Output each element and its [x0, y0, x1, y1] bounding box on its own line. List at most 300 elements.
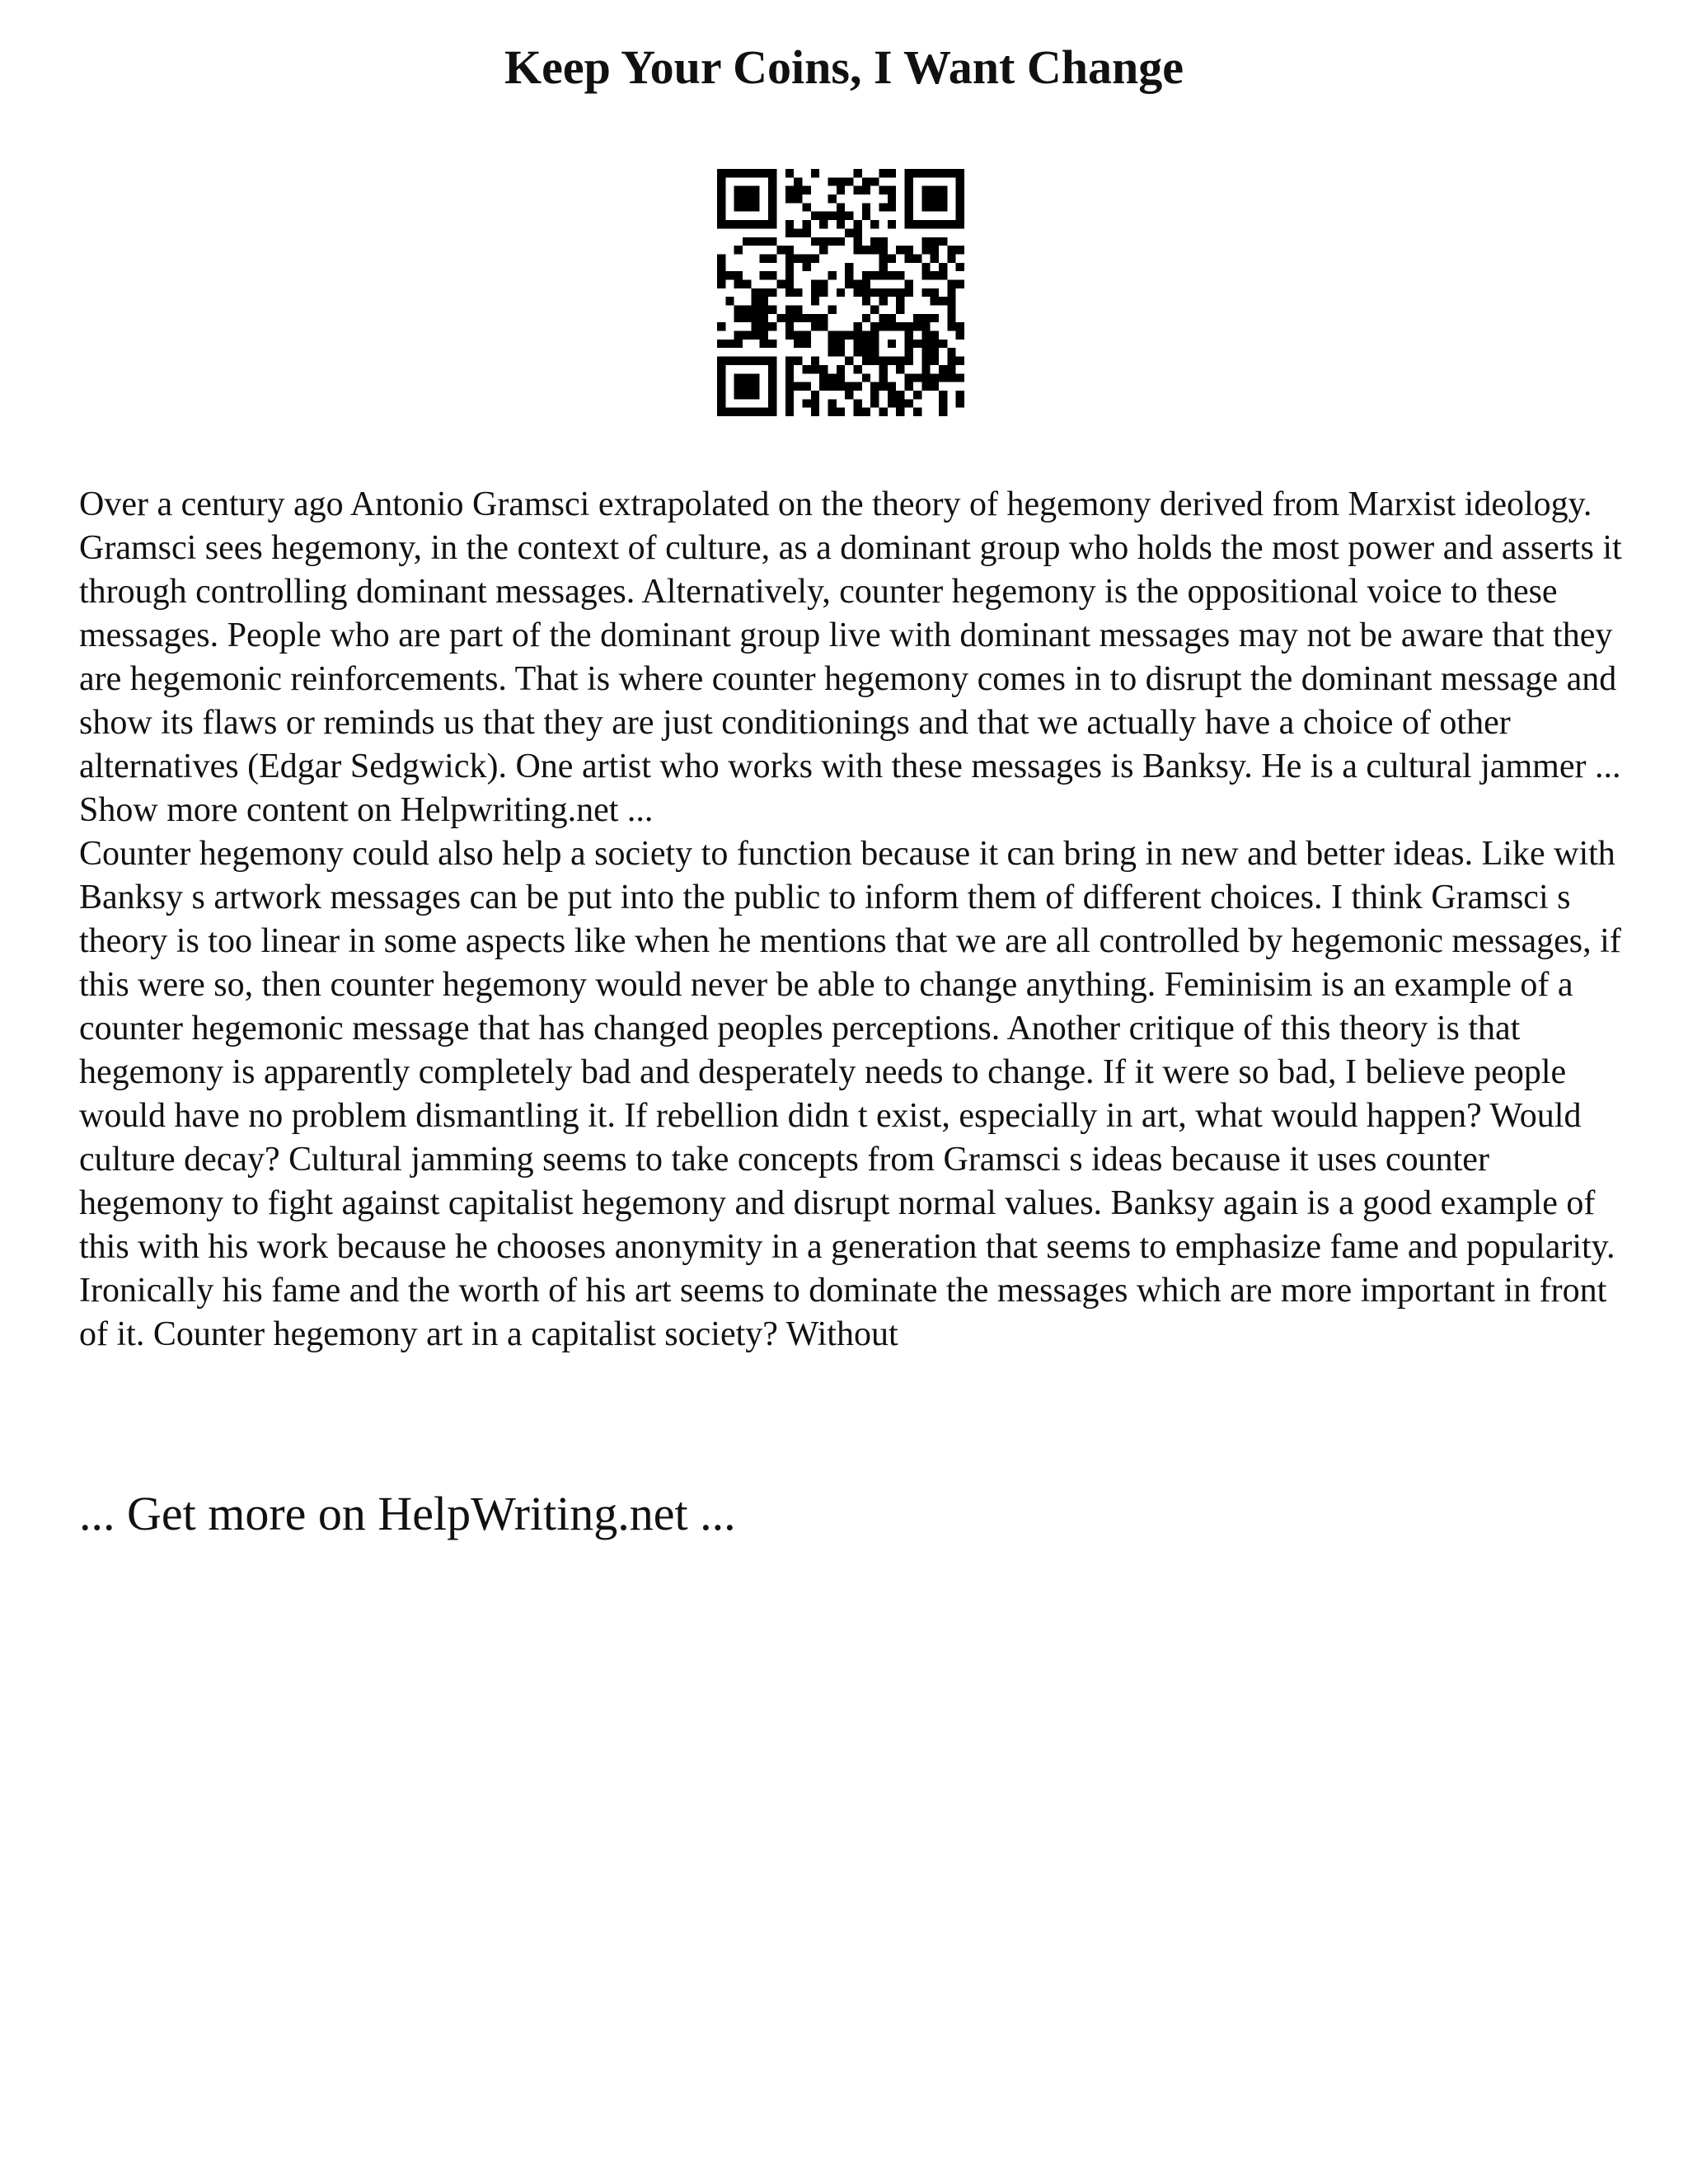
qr-module: [811, 237, 819, 246]
qr-module: [854, 228, 862, 237]
qr-module: [896, 399, 904, 407]
qr-module: [785, 194, 794, 203]
qr-module: [921, 203, 930, 211]
qr-module: [956, 212, 964, 220]
qr-module: [854, 348, 862, 356]
qr-module: [854, 288, 862, 297]
qr-module: [828, 373, 836, 382]
qr-module: [845, 331, 853, 340]
qr-module: [921, 322, 930, 330]
qr-module: [921, 220, 930, 228]
qr-module: [879, 357, 888, 365]
qr-module: [768, 288, 776, 297]
qr-module: [905, 177, 913, 185]
qr-module: [794, 254, 802, 262]
qr-module: [931, 340, 939, 348]
qr-module: [905, 340, 913, 348]
qr-module: [896, 357, 904, 365]
qr-module: [905, 212, 913, 220]
qr-module: [913, 408, 921, 416]
qr-module: [862, 297, 870, 305]
qr-module: [879, 297, 888, 305]
qr-module: [725, 340, 734, 348]
qr-module: [717, 194, 725, 203]
qr-module: [837, 288, 845, 297]
qr-module: [768, 237, 776, 246]
qr-module: [819, 288, 828, 297]
qr-module: [734, 203, 743, 211]
qr-module: [854, 220, 862, 228]
qr-module: [956, 279, 964, 288]
qr-module: [870, 391, 879, 399]
qr-module: [888, 194, 896, 203]
qr-module: [717, 271, 725, 279]
qr-module: [717, 408, 725, 416]
qr-module: [956, 399, 964, 407]
qr-module: [837, 340, 845, 348]
qr-module: [888, 399, 896, 407]
qr-module: [819, 279, 828, 288]
qr-module: [811, 399, 819, 407]
qr-module: [896, 408, 904, 416]
qr-module: [921, 357, 930, 365]
qr-module: [939, 373, 947, 382]
qr-module: [785, 322, 794, 330]
qr-module: [888, 254, 896, 262]
qr-module: [956, 263, 964, 271]
qr-module: [845, 279, 853, 288]
qr-module: [802, 331, 810, 340]
qr-module: [921, 331, 930, 340]
qr-module: [896, 246, 904, 254]
qr-module: [743, 373, 751, 382]
qr-module: [956, 391, 964, 399]
qr-module: [794, 288, 802, 297]
qr-module: [725, 169, 734, 177]
qr-module: [802, 186, 810, 194]
qr-module: [905, 169, 913, 177]
qr-module: [734, 306, 743, 314]
qr-module: [785, 220, 794, 228]
qr-module: [888, 382, 896, 391]
qr-module: [913, 340, 921, 348]
qr-module: [921, 314, 930, 322]
qr-module: [905, 194, 913, 203]
qr-module: [879, 254, 888, 262]
qr-module: [879, 373, 888, 382]
qr-module: [811, 391, 819, 399]
qr-module: [845, 391, 853, 399]
qr-module: [931, 194, 939, 203]
qr-module: [931, 348, 939, 356]
qr-code-graphic: [717, 169, 964, 416]
qr-module: [888, 220, 896, 228]
qr-module: [879, 271, 888, 279]
qr-module: [854, 186, 862, 194]
qr-module: [956, 322, 964, 330]
qr-module: [888, 203, 896, 211]
qr-module: [947, 314, 955, 322]
qr-module: [862, 186, 870, 194]
qr-module: [931, 271, 939, 279]
get-more-link[interactable]: ... Get more on HelpWriting.net ...: [79, 1487, 736, 1540]
qr-module: [725, 408, 734, 416]
qr-module: [879, 203, 888, 211]
qr-module: [921, 340, 930, 348]
qr-module: [862, 348, 870, 356]
qr-module: [845, 212, 853, 220]
qr-module: [862, 203, 870, 211]
qr-module: [870, 399, 879, 407]
qr-module: [760, 331, 768, 340]
qr-module: [931, 237, 939, 246]
qr-module: [879, 408, 888, 416]
qr-module: [751, 237, 759, 246]
qr-module: [725, 357, 734, 365]
qr-module: [760, 237, 768, 246]
qr-module: [862, 279, 870, 288]
qr-module: [862, 314, 870, 322]
qr-module: [931, 357, 939, 365]
qr-module: [837, 408, 845, 416]
qr-module: [743, 357, 751, 365]
qr-module: [854, 246, 862, 254]
qr-module: [743, 194, 751, 203]
qr-module: [802, 399, 810, 407]
qr-module: [921, 382, 930, 391]
qr-module: [828, 212, 836, 220]
qr-module: [802, 314, 810, 322]
qr-module: [905, 357, 913, 365]
qr-module: [931, 288, 939, 297]
qr-module: [913, 169, 921, 177]
qr-module: [760, 254, 768, 262]
qr-module: [785, 365, 794, 373]
qr-module: [717, 203, 725, 211]
qr-module: [913, 391, 921, 399]
qr-module: [717, 279, 725, 288]
qr-module: [819, 246, 828, 254]
qr-module: [879, 237, 888, 246]
qr-module: [828, 382, 836, 391]
qr-module: [760, 408, 768, 416]
qr-module: [785, 391, 794, 399]
qr-module: [905, 203, 913, 211]
qr-module: [785, 279, 794, 288]
qr-module: [947, 246, 955, 254]
qr-module: [905, 331, 913, 340]
qr-module: [717, 382, 725, 391]
qr-module: [837, 373, 845, 382]
qr-module: [734, 186, 743, 194]
qr-module: [913, 373, 921, 382]
qr-module: [785, 399, 794, 407]
paragraph-1: Over a century ago Antonio Gramsci extrapolated on the theory of hegemony derived from Marxist ideology. Gramsci sees hegemony, in the context of culture, as a dominant group who holds the most power and asserts it through controlling dominant messages. Alternatively, counter hegemony is the oppositional voice to these messages. People who are part of the dominant group live with dominant messages may not be aware that they are hegemonic reinforcements. That is where counter hegemony comes in to disrupt the dominant message and show its flaws or reminds us that they are just conditionings and that we actually have a choice of other alternatives (Edgar Sedgwick). One artist who works with these messages is Banksy. He is a cultural jammer ... Show more content on Helpwriting.net ...: [79, 485, 1622, 829]
qr-module: [734, 340, 743, 348]
qr-module: [743, 314, 751, 322]
qr-module: [947, 306, 955, 314]
qr-module: [905, 246, 913, 254]
qr-module: [888, 314, 896, 322]
qr-module: [870, 271, 879, 279]
qr-module: [734, 271, 743, 279]
qr-module: [905, 288, 913, 297]
qr-module: [854, 382, 862, 391]
qr-module: [717, 169, 725, 177]
qr-module: [947, 322, 955, 330]
qr-module: [768, 169, 776, 177]
qr-module: [734, 391, 743, 399]
qr-module: [888, 340, 896, 348]
qr-module: [743, 203, 751, 211]
qr-module: [921, 373, 930, 382]
qr-module: [870, 220, 879, 228]
qr-module: [931, 331, 939, 340]
qr-module: [717, 254, 725, 262]
qr-module: [768, 186, 776, 194]
qr-module: [768, 203, 776, 211]
qr-module: [879, 263, 888, 271]
qr-module: [743, 306, 751, 314]
qr-module: [939, 399, 947, 407]
qr-module: [947, 357, 955, 365]
qr-module: [956, 177, 964, 185]
qr-module: [947, 373, 955, 382]
qr-module: [785, 288, 794, 297]
qr-module: [794, 357, 802, 365]
qr-module: [768, 271, 776, 279]
qr-module: [888, 357, 896, 365]
qr-module: [854, 279, 862, 288]
qr-module: [837, 382, 845, 391]
qr-module: [785, 331, 794, 340]
qr-module: [828, 271, 836, 279]
qr-module: [837, 348, 845, 356]
qr-module: [956, 194, 964, 203]
qr-module: [896, 391, 904, 399]
qr-module: [879, 169, 888, 177]
qr-module: [717, 322, 725, 330]
qr-module: [837, 331, 845, 340]
qr-module: [837, 212, 845, 220]
qr-module: [768, 254, 776, 262]
qr-module: [743, 331, 751, 340]
qr-module: [794, 382, 802, 391]
qr-module: [819, 314, 828, 322]
qr-module: [794, 331, 802, 340]
qr-module: [717, 357, 725, 365]
qr-module: [879, 365, 888, 373]
qr-module: [879, 246, 888, 254]
qr-module: [956, 331, 964, 340]
qr-module: [956, 357, 964, 365]
qr-module: [768, 373, 776, 382]
qr-module: [802, 203, 810, 211]
qr-module: [743, 279, 751, 288]
qr-module: [734, 314, 743, 322]
article-body: [79, 483, 1629, 1357]
qr-module: [751, 169, 759, 177]
qr-module: [905, 348, 913, 356]
qr-module: [896, 288, 904, 297]
qr-module: [939, 297, 947, 305]
qr-module: [854, 340, 862, 348]
qr-module: [870, 306, 879, 314]
qr-module: [785, 246, 794, 254]
qr-module: [905, 254, 913, 262]
qr-module: [785, 186, 794, 194]
qr-module: [896, 271, 904, 279]
qr-module: [870, 322, 879, 330]
qr-module: [828, 237, 836, 246]
qr-module: [802, 220, 810, 228]
qr-module: [717, 365, 725, 373]
qr-module: [760, 357, 768, 365]
qr-module: [939, 237, 947, 246]
qr-module: [717, 391, 725, 399]
qr-module: [785, 254, 794, 262]
qr-module: [768, 391, 776, 399]
qr-module: [931, 297, 939, 305]
qr-module: [939, 203, 947, 211]
qr-module: [854, 237, 862, 246]
qr-module: [879, 314, 888, 322]
qr-module: [751, 322, 759, 330]
qr-module: [802, 365, 810, 373]
qr-module: [811, 408, 819, 416]
qr-module: [751, 314, 759, 322]
qr-module: [939, 391, 947, 399]
qr-module: [921, 194, 930, 203]
qr-module: [743, 391, 751, 399]
qr-module: [888, 186, 896, 194]
qr-module: [785, 314, 794, 322]
qr-module: [811, 279, 819, 288]
qr-module: [947, 254, 955, 262]
qr-module: [854, 399, 862, 407]
qr-module: [819, 365, 828, 373]
page-title: Keep Your Coins, I Want Change: [504, 40, 1184, 94]
qr-module: [760, 340, 768, 348]
qr-module: [870, 348, 879, 356]
qr-module: [785, 271, 794, 279]
qr-module: [794, 340, 802, 348]
qr-module: [734, 246, 743, 254]
qr-module: [734, 331, 743, 340]
qr-module: [768, 194, 776, 203]
qr-module: [828, 306, 836, 314]
qr-module: [854, 331, 862, 340]
qr-module: [921, 169, 930, 177]
qr-module: [947, 348, 955, 356]
qr-module: [734, 408, 743, 416]
qr-module: [896, 306, 904, 314]
qr-module: [888, 271, 896, 279]
qr-module: [905, 220, 913, 228]
qr-module: [785, 382, 794, 391]
qr-module: [811, 365, 819, 373]
qr-module: [768, 408, 776, 416]
qr-module: [870, 177, 879, 185]
qr-module: [888, 169, 896, 177]
qr-module: [794, 228, 802, 237]
qr-module: [837, 186, 845, 194]
qr-module: [785, 169, 794, 177]
qr-module: [725, 220, 734, 228]
qr-code-icon[interactable]: [717, 169, 964, 416]
qr-module: [862, 246, 870, 254]
qr-module: [845, 228, 853, 237]
qr-module: [794, 306, 802, 314]
qr-module: [879, 382, 888, 391]
qr-module: [725, 297, 734, 305]
qr-module: [931, 373, 939, 382]
qr-module: [939, 169, 947, 177]
qr-module: [751, 373, 759, 382]
qr-module: [734, 279, 743, 288]
qr-module: [785, 263, 794, 271]
qr-module: [896, 322, 904, 330]
qr-module: [913, 314, 921, 322]
qr-module: [931, 246, 939, 254]
qr-module: [888, 322, 896, 330]
qr-module: [845, 382, 853, 391]
qr-module: [751, 357, 759, 365]
qr-module: [862, 288, 870, 297]
qr-module: [743, 237, 751, 246]
qr-module: [905, 186, 913, 194]
qr-module: [845, 271, 853, 279]
qr-module: [862, 177, 870, 185]
qr-module: [734, 169, 743, 177]
qr-module: [879, 322, 888, 330]
qr-module: [819, 322, 828, 330]
qr-module: [845, 177, 853, 185]
paragraph-2: Counter hegemony could also help a society to function because it can bring in new and better ideas. Like with Banksy s artwork messages can be put into the public to inform them of different choices. I think Gramsci s theory is too linear in some aspects like when he mentions that we are all controlled by hegemonic messages, if this were so, then counter hegemony would never be able to change anything. Feminisim is an example of a counter hegemonic message that has changed peoples perceptions. Another critique of this theory is that hegemony is apparently completely bad and desperately needs to change. If it were so bad, I believe people would have no problem dismantling it. If rebellion didn t exist, especially in art, what would happen? Would culture decay? Cultural jamming seems to take concepts from Gramsci s ideas because it uses counter hegemony to fight against capitalist hegemony and disrupt normal values. Banksy again is a good example of this with his work because he chooses anonymity in a generation that seems to emphasize fame and popularity. Ironically his fame and the worth of his art seems to dominate the messages which are more important in front of it. Counter hegemony art in a capitalist society? Without: [79, 835, 1621, 1353]
qr-module: [896, 297, 904, 305]
qr-module: [862, 373, 870, 382]
qr-module: [854, 169, 862, 177]
qr-module: [811, 169, 819, 177]
qr-module: [760, 288, 768, 297]
qr-module: [931, 382, 939, 391]
qr-module: [939, 340, 947, 348]
qr-module: [785, 408, 794, 416]
qr-module: [768, 365, 776, 373]
qr-module: [794, 177, 802, 185]
qr-module: [931, 220, 939, 228]
qr-module: [760, 314, 768, 322]
qr-module: [939, 186, 947, 194]
qr-module: [905, 322, 913, 330]
qr-module: [760, 169, 768, 177]
qr-module: [819, 382, 828, 391]
qr-module: [921, 271, 930, 279]
qr-module: [931, 169, 939, 177]
qr-module: [811, 254, 819, 262]
qr-module: [939, 271, 947, 279]
qr-module: [921, 186, 930, 194]
qr-module: [794, 186, 802, 194]
qr-module: [921, 263, 930, 271]
qr-module: [905, 399, 913, 407]
qr-module: [751, 203, 759, 211]
qr-module: [947, 297, 955, 305]
qr-module: [870, 340, 879, 348]
qr-module: [828, 194, 836, 203]
qr-module: [717, 399, 725, 407]
qr-module: [811, 314, 819, 322]
